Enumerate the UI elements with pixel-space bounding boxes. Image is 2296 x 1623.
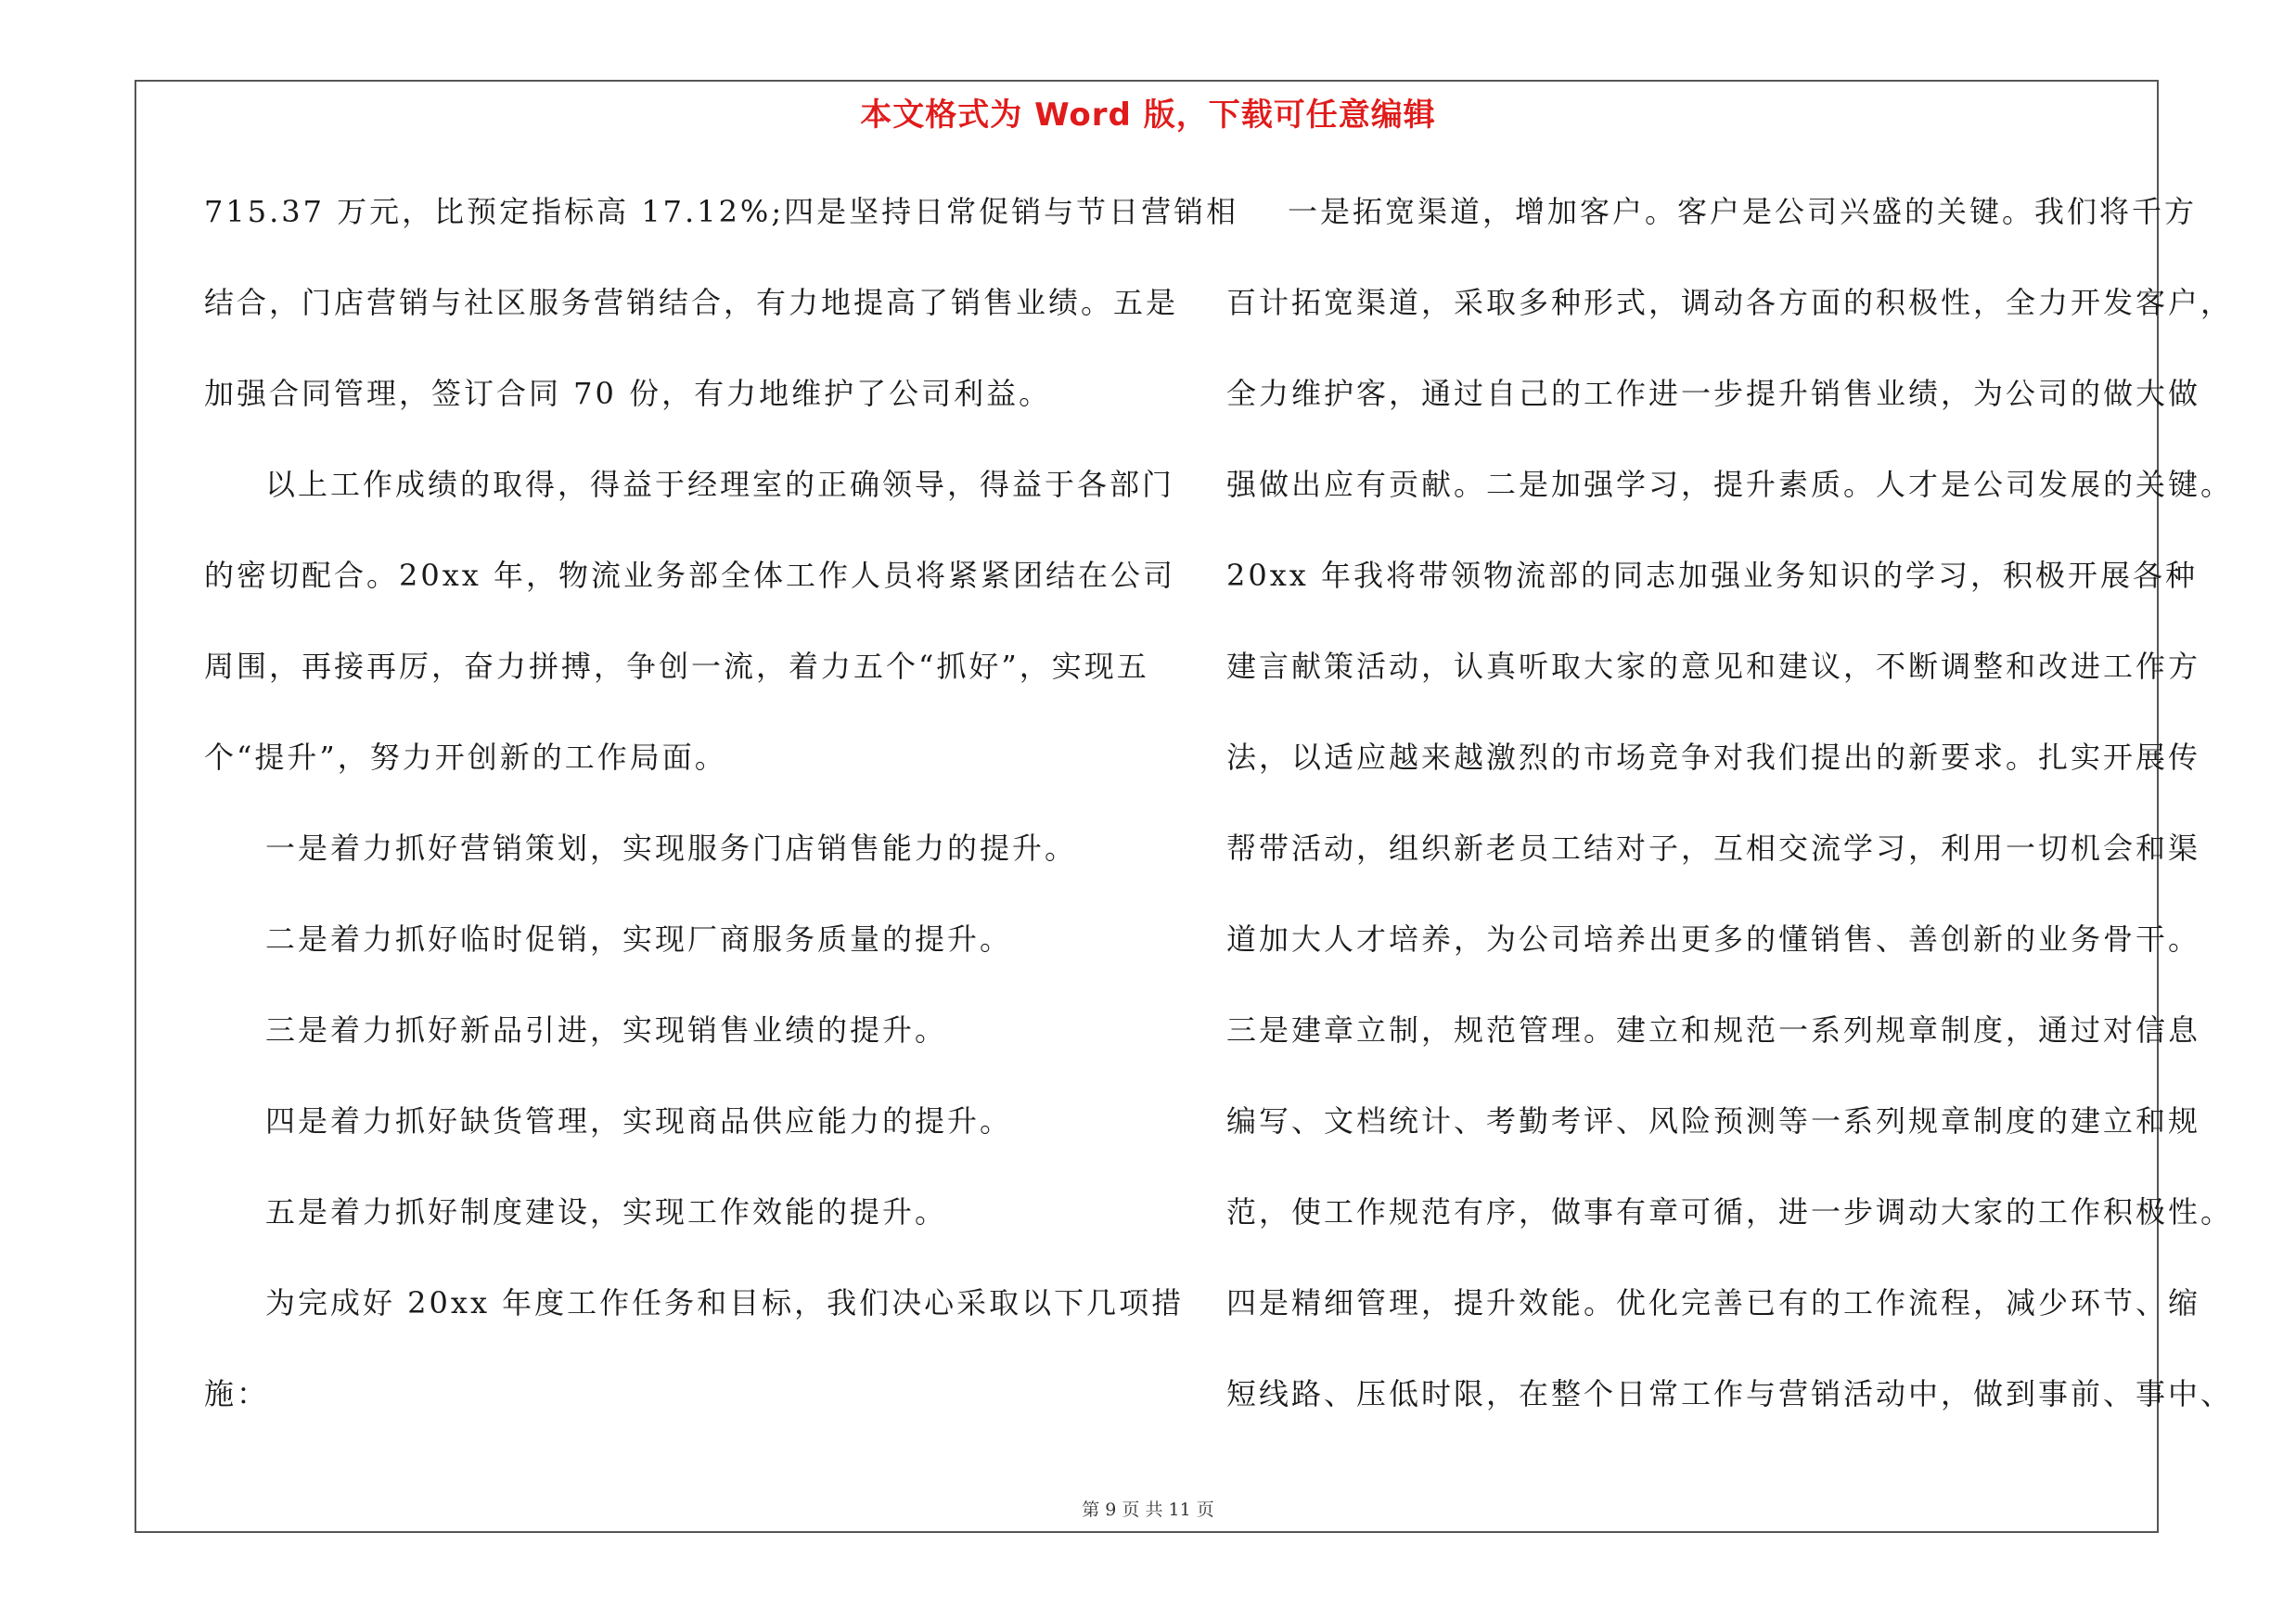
text-line: 强做出应有贡献。二是加强学习，提升素质。人才是公司发展的关键。 [1226, 467, 2234, 502]
text-line: 帮带活动，组织新老员工结对子，互相交流学习，利用一切机会和渠 [1226, 831, 2201, 866]
text-line: 建言献策活动，认真听取大家的意见和建议，不断调整和改进工作方 [1226, 649, 2201, 684]
text-line: 715.37 万元，比预定指标高 17.12%;四是坚持日常促销与节日营销相 [204, 194, 1239, 229]
text-line: 施： [204, 1376, 270, 1411]
text-line: 加强合同管理，签订合同 70 份，有力地维护了公司利益。 [204, 376, 1052, 411]
text-line: 百计拓宽渠道，采取多种形式，调动各方面的积极性，全力开发客户， [1226, 285, 2234, 320]
text-line: 范，使工作规范有序，做事有章可循，进一步调动大家的工作积极性。 [1226, 1194, 2234, 1230]
text-line: 四是精细管理，提升效能。优化完善已有的工作流程，减少环节、缩 [1226, 1285, 2201, 1320]
text-line: 20xx 年我将带领物流部的同志加强业务知识的学习，积极开展各种 [1226, 558, 2198, 593]
text-line: 编写、文档统计、考勤考评、风险预测等一系列规章制度的建立和规 [1226, 1103, 2201, 1139]
text-line: 五是着力抓好制度建设，实现工作效能的提升。 [265, 1194, 948, 1230]
text-line: 周围，再接再厉，奋力拼搏，争创一流，着力五个“抓好”，实现五 [204, 649, 1149, 684]
left-text-column [204, 184, 1239, 1457]
page-number-footer: 第 9 页 共 11 页 [1082, 1500, 1214, 1520]
text-line: 三是着力抓好新品引进，实现销售业绩的提升。 [265, 1012, 948, 1048]
text-line: 法，以适应越来越激烈的市场竞争对我们提出的新要求。扎实开展传 [1226, 740, 2201, 775]
format-banner: 本文格式为 Word 版，下载可任意编辑 [860, 97, 1436, 134]
text-line: 四是着力抓好缺货管理，实现商品供应能力的提升。 [265, 1103, 1013, 1139]
right-text-column [1226, 184, 2234, 1457]
text-line: 一是拓宽渠道，增加客户。客户是公司兴盛的关键。我们将千方 [1288, 194, 2198, 229]
text-line: 道加大人才培养，为公司培养出更多的懂销售、善创新的业务骨干。 [1226, 921, 2201, 957]
text-line: 以上工作成绩的取得，得益于经理室的正确领导，得益于各部门 [265, 467, 1175, 502]
text-line: 二是着力抓好临时促销，实现厂商服务质量的提升。 [265, 921, 1013, 957]
text-line: 一是着力抓好营销策划，实现服务门店销售能力的提升。 [265, 831, 1078, 866]
text-line: 三是建章立制，规范管理。建立和规范一系列规章制度，通过对信息 [1226, 1012, 2201, 1048]
text-line: 的密切配合。20xx 年，物流业务部全体工作人员将紧紧团结在公司 [204, 558, 1175, 593]
text-line: 为完成好 20xx 年度工作任务和目标，我们决心采取以下几项措 [265, 1285, 1185, 1320]
text-line: 短线路、压低时限，在整个日常工作与营销活动中，做到事前、事中、 [1226, 1376, 2234, 1411]
text-line: 结合，门店营销与社区服务营销结合，有力地提高了销售业绩。五是 [204, 285, 1179, 320]
text-line: 个“提升”，努力开创新的工作局面。 [204, 740, 727, 775]
text-line: 全力维护客，通过自己的工作进一步提升销售业绩，为公司的做大做 [1226, 376, 2201, 411]
